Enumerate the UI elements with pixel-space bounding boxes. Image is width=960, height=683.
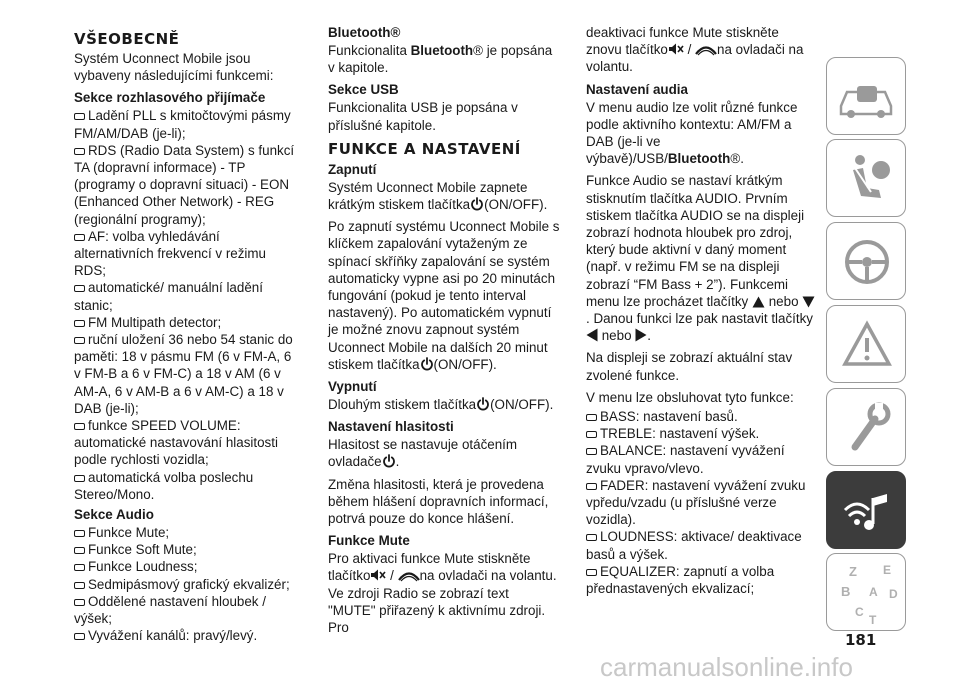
mute-continued-text: deaktivaci funkce Mute stiskněte znovu tlačítko / na ovladači na volantu. (586, 25, 804, 75)
list-item: Ladění PLL s kmitočtovými pásmy FM/AM/DAB (je-li); (74, 108, 291, 141)
car-bullet-icon (586, 534, 597, 541)
list-item: FADER: nastavení vyvážení zvuku vpředu/vzadu (u příslušné verze vozidla). (586, 477, 806, 528)
car-bullet-icon (74, 113, 85, 120)
mute-speaker-icon (668, 42, 684, 56)
column-1 (74, 24, 296, 645)
chapter-tab-index[interactable] (826, 553, 906, 631)
car-bullet-icon (74, 599, 85, 606)
steering-button-icon (398, 570, 420, 582)
power-icon (382, 454, 396, 468)
receiver-list (74, 107, 296, 503)
car-bullet-icon (74, 320, 85, 327)
index-icon (827, 554, 907, 632)
car-bullet-icon (74, 530, 85, 537)
intro-text: Systém Uconnect Mobile jsou vybaveny následujícími funkcemi: (74, 51, 274, 84)
car-bullet-icon (586, 414, 597, 421)
list-item: Vyvážení kanálů: pravý/levý. (74, 627, 296, 644)
section-title-functions: FUNKCE A NASTAVENÍ (328, 139, 521, 158)
car-bullet-icon (586, 569, 597, 576)
usb-text: Funkcionalita USB je popsána v příslušné kapitole. (328, 100, 518, 133)
list-item: BASS: nastavení basů. (586, 408, 818, 425)
car-bullet-icon (74, 633, 85, 640)
maintenance-wrench-icon (827, 389, 907, 467)
car-bullet-icon (74, 234, 85, 241)
page-number: 181 (845, 631, 877, 649)
list-item: Funkce Mute; (74, 524, 296, 541)
list-item: Sedmipásmový grafický ekvalizér; (74, 576, 296, 593)
power-icon (476, 397, 490, 411)
mute-speaker-icon (370, 568, 386, 582)
index-letter: C (855, 605, 864, 619)
chapter-tab-car-info[interactable] (826, 57, 906, 135)
list-item: LOUDNESS: aktivace/ deaktivace basů a výšek. (586, 529, 802, 562)
car-info-icon (827, 58, 907, 136)
car-bullet-icon (74, 423, 85, 430)
index-letter: B (841, 584, 851, 599)
heading-volume: Nastavení hlasitosti (328, 419, 454, 435)
column-3 (586, 24, 818, 597)
seatbelt-airbag-icon (827, 140, 907, 218)
chapter-tab-warnings[interactable] (826, 305, 906, 383)
index-letter: T (869, 613, 877, 627)
power-icon (470, 197, 484, 211)
list-item: Funkce Loudness; (74, 558, 296, 575)
chapter-tab-driving[interactable] (826, 222, 906, 300)
car-bullet-icon (586, 431, 597, 438)
list-item: AF: volba vyhledávání alternativních frekvencí v režimu RDS; (74, 228, 267, 279)
section-title-general: VŠEOBECNĚ (74, 30, 180, 48)
arrow-right-icon (635, 328, 647, 342)
volume-text: Hlasitost se nastavuje otáčením ovladače . (328, 437, 518, 470)
chapter-tab-multimedia[interactable] (826, 471, 906, 549)
car-bullet-icon (74, 337, 85, 344)
index-letter: E (883, 563, 892, 577)
heading-audio-section: Sekce Audio (74, 507, 154, 523)
display-text: Na displeji se zobrazí aktuální stav zvolené funkce. (586, 350, 793, 383)
heading-power-off: Vypnutí (328, 379, 377, 395)
heading-usb: Sekce USB (328, 82, 399, 98)
list-item: Funkce Soft Mute; (74, 541, 296, 558)
car-bullet-icon (74, 547, 85, 554)
heading-power-on: Zapnutí (328, 161, 377, 177)
arrow-down-icon (802, 296, 815, 308)
list-item: FM Multipath detector; (74, 314, 296, 331)
car-bullet-icon (74, 285, 85, 292)
heading-mute: Funkce Mute (328, 533, 410, 549)
car-bullet-icon (74, 564, 85, 571)
arrow-left-icon (586, 328, 598, 342)
audio-settings-text: V menu audio lze volit různé funkce podle aktivního kontextu: AM/FM a DAB (je-li ve výbavě)/USB/Bluetooth®. (586, 99, 798, 167)
audio-list (74, 524, 296, 644)
list-item: automatické/ manuální ladění stanic; (74, 280, 263, 313)
car-bullet-icon (586, 448, 597, 455)
list-item: automatická volba poslechu Stereo/Mono. (74, 469, 254, 502)
road-driving-icon (827, 223, 907, 301)
power-icon (420, 357, 434, 371)
power-off-text: Dlouhým stiskem tlačítka (ON/OFF). (328, 397, 554, 413)
index-letter: A (869, 585, 878, 599)
multimedia-icon (827, 472, 907, 550)
auto-off-text: Po zapnutí systému Uconnect Mobile s klíčkem zapalování vytaženým ze spínací skříňky zapalování se systém automaticky vypne asi po 20 minutách fungování (pokud je tento interval nastavený). Po automatickém vypnutí je možné znovu zapnout systém Uconnect Mobile na dalších 20 minut stiskem tlačítka (ON/OFF). (328, 219, 560, 372)
steering-button-icon (695, 44, 717, 56)
index-letter: Z (849, 564, 857, 579)
list-item: BALANCE: nastavení vyvážení zvuku vpravo/vlevo. (586, 443, 785, 476)
list-item: EQUALIZER: zapnutí a volba přednastavených ekvalizací; (586, 563, 775, 597)
audio-settings-text-2: Funkce Audio se nastaví krátkým stisknutím tlačítka AUDIO. Prvním stiskem tlačítka AUDIO se na displeji zobrazí hodnota hloubek pro zdroj, který bude aktivní v daný moment (např. v režimu FM se na displeji zobrazí “FM Bass + 2”). Funkcemi menu lze procházet tlačítky nebo . Danou funkci lze pak nastavit tlačítky nebo . (586, 172, 818, 344)
audio-function-list (586, 408, 818, 597)
list-item: RDS (Radio Data System) s funkcí TA (dopravní informace) - TP (programy o dopravní situaci) - EON (Enhanced Other Network) - REG (regionální programy); (74, 142, 295, 227)
heading-receiver: Sekce rozhlasového přijímače (74, 90, 266, 106)
list-item: Oddělené nastavení hloubek / výšek; (74, 593, 266, 627)
chapter-tab-maintenance[interactable] (826, 388, 906, 466)
bluetooth-text: Funkcionalita Bluetooth® je popsána v kapitole. (328, 43, 553, 76)
car-bullet-icon (74, 582, 85, 589)
menu-text: V menu lze obsluhovat tyto funkce: (586, 389, 794, 405)
car-bullet-icon (74, 475, 85, 482)
list-item: TREBLE: nastavení výšek. (586, 425, 818, 442)
warning-light-icon (827, 306, 907, 384)
footer-watermark: carmanualsonline.info (600, 652, 853, 682)
heading-audio-settings: Nastavení audia (586, 81, 688, 97)
list-item: ruční uložení 36 nebo 54 stanic do paměti: 18 v pásmu FM (6 v FM-A, 6 v FM-B a 6 v FM-C) a 18 v AM (6 v AM-A, 6 v AM-B a 6 v AM-C) a 18 v DAB (je-li); (74, 332, 293, 416)
car-bullet-icon (586, 483, 597, 490)
heading-bluetooth: Bluetooth® (328, 25, 401, 40)
column-2 (328, 24, 560, 641)
power-on-text: Systém Uconnect Mobile zapnete krátkým stiskem tlačítka (ON/OFF). (328, 179, 548, 213)
chapter-tab-safety[interactable] (826, 139, 906, 217)
mute-text: Pro aktivaci funkce Mute stiskněte tlačítko / na ovladači na volantu. Ve zdroji Radio se zobrazí text "MUTE" přiřazený k aktivnímu zdroji. Pro (328, 551, 557, 636)
car-bullet-icon (74, 148, 85, 155)
list-item: funkce SPEED VOLUME: automatické nastavování hlasitosti podle rychlosti vozidla; (74, 418, 278, 468)
arrow-up-icon (752, 296, 765, 308)
volume-text-2: Změna hlasitosti, která je provedena během hlášení dopravních informací, potrvá pouze do konce hlášení. (328, 476, 549, 527)
index-letter: D (889, 587, 898, 601)
